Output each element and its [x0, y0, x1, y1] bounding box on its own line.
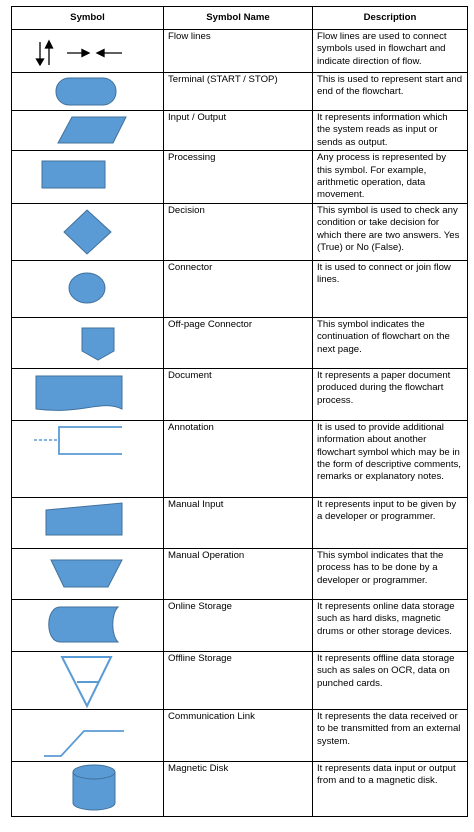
table-row — [12, 260, 468, 317]
document-icon — [12, 369, 164, 421]
symbol-name: Document — [164, 368, 313, 420]
symbol-description: It represents data input or output from and to a magnetic disk. — [313, 761, 468, 816]
annotation-icon — [12, 421, 164, 498]
table-row — [12, 368, 468, 420]
table-row — [12, 709, 468, 761]
symbol-description: This symbol indicates that the process has to be done by a developer or programmer. — [313, 548, 468, 599]
symbol-name: Manual Operation — [164, 548, 313, 599]
symbol-name: Flow lines — [164, 30, 313, 73]
communication-link-icon — [12, 710, 164, 762]
symbol-cell — [12, 260, 164, 317]
symbol-name: Processing — [164, 151, 313, 204]
symbol-description: It represents a paper document produced during the flowchart process. — [313, 368, 468, 420]
process-icon — [12, 151, 164, 202]
symbol-cell — [12, 420, 164, 497]
symbol-name: Off-page Connector — [164, 317, 313, 368]
magnetic-disk-icon — [12, 762, 164, 817]
connector-icon — [12, 261, 164, 318]
symbol-cell — [12, 30, 164, 73]
symbol-cell — [12, 548, 164, 599]
symbol-name: Offline Storage — [164, 651, 313, 709]
header-symbol-name: Symbol Name — [164, 7, 313, 30]
table-row — [12, 317, 468, 368]
symbol-cell — [12, 317, 164, 368]
symbol-description: Any process is represented by this symbol. For example, arithmetic operation, data movement. — [313, 151, 468, 204]
header-symbol: Symbol — [12, 7, 164, 30]
symbol-cell — [12, 651, 164, 709]
symbol-cell — [12, 111, 164, 151]
symbol-name: Communication Link — [164, 709, 313, 761]
header-row — [12, 7, 468, 30]
table-row — [12, 548, 468, 599]
symbol-cell — [12, 203, 164, 260]
online-storage-icon — [12, 600, 164, 652]
symbol-cell — [12, 599, 164, 651]
table-row — [12, 599, 468, 651]
input-output-icon — [12, 111, 164, 149]
symbol-name: Input / Output — [164, 111, 313, 151]
table-row — [12, 761, 468, 816]
symbol-name: Online Storage — [164, 599, 313, 651]
table-row — [12, 151, 468, 204]
table-row — [12, 111, 468, 151]
symbol-name: Decision — [164, 203, 313, 260]
symbol-name: Manual Input — [164, 497, 313, 548]
symbol-description: This is used to represent start and end of the flowchart. — [313, 73, 468, 111]
symbol-cell — [12, 151, 164, 204]
symbol-cell — [12, 368, 164, 420]
decision-icon — [12, 204, 164, 261]
table-row — [12, 203, 468, 260]
table-row — [12, 651, 468, 709]
off-page-connector-icon — [12, 318, 164, 369]
symbol-description: Flow lines are used to connect symbols used in flowchart and indicate direction of flow. — [313, 30, 468, 73]
symbol-description: It represents input to be given by a developer or programmer. — [313, 497, 468, 548]
manual-operation-icon — [12, 549, 164, 600]
header-description: Description — [313, 7, 468, 30]
symbol-description: It represents the data received or to be transmitted from an external system. — [313, 709, 468, 761]
symbol-description: It represents offline data storage such as sales on OCR, data on punched cards. — [313, 651, 468, 709]
symbol-description: It represents online data storage such as hard disks, magnetic drums or other storage devices. — [313, 599, 468, 651]
symbol-cell — [12, 73, 164, 111]
symbol-cell — [12, 497, 164, 548]
manual-input-icon — [12, 498, 164, 549]
terminal-icon — [12, 73, 164, 111]
symbol-cell — [12, 761, 164, 816]
symbol-name: Connector — [164, 260, 313, 317]
symbol-name: Terminal (START / STOP) — [164, 73, 313, 111]
flowchart-symbols-table — [11, 6, 468, 817]
symbol-description: It represents information which the system reads as input or sends as output. — [313, 111, 468, 151]
symbol-description: It is used to connect or join flow lines. — [313, 260, 468, 317]
table-row — [12, 30, 468, 73]
table-row — [12, 497, 468, 548]
offline-storage-icon — [12, 652, 164, 710]
symbol-name: Magnetic Disk — [164, 761, 313, 816]
symbol-description: This symbol indicates the continuation of flowchart on the next page. — [313, 317, 468, 368]
symbol-cell — [12, 709, 164, 761]
table-row — [12, 73, 468, 111]
symbol-description: It is used to provide additional information about another flowchart symbol which may be in the form of descriptive comments, remarks or explanatory notes. — [313, 420, 468, 497]
table-row — [12, 420, 468, 497]
flow-lines-icon — [12, 30, 164, 73]
symbol-description: This symbol is used to check any condition or take decision for which there are two answers. Yes (True) or No (False). — [313, 203, 468, 260]
symbol-name: Annotation — [164, 420, 313, 497]
